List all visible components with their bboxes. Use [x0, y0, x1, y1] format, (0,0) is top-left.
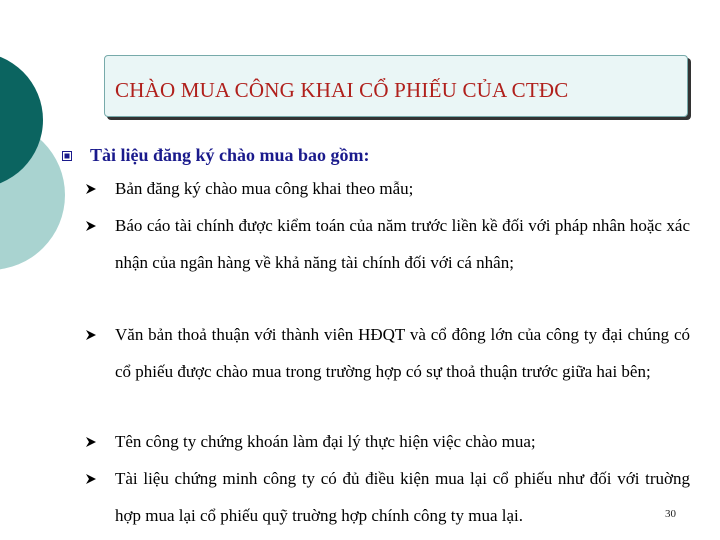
item-text: Bản đăng ký chào mua công khai theo mẫu;: [115, 179, 414, 198]
arrow-bullet-icon: [85, 183, 97, 195]
page-number: 30: [665, 508, 676, 520]
arrow-bullet-icon: [85, 329, 97, 341]
item-text: Báo cáo tài chính được kiểm toán của năm trước liền kề đối với pháp nhân hoặc xác nhận của ngân hàng về khả năng tài chính đối với cá nhân;: [115, 216, 690, 272]
list-item: [85, 207, 690, 281]
item-text: Tên công ty chứng khoán làm đại lý thực hiện việc chào mua;: [115, 432, 536, 451]
list-item: [85, 460, 690, 534]
list-item: [85, 316, 690, 390]
arrow-bullet-icon: [85, 473, 97, 485]
item-text: Tài liệu chứng minh công ty có đủ điều kiện mua lại cổ phiếu như đối với truờng hợp mua lại cổ phiếu quỹ truờng hợp chính công ty mua lại.: [115, 469, 690, 525]
square-bullet-icon: [62, 151, 72, 161]
arrow-bullet-icon: [85, 220, 97, 232]
slide-title: CHÀO MUA CÔNG KHAI CỔ PHIẾU CỦA CTĐC: [115, 78, 569, 102]
title-box: [104, 55, 688, 117]
arrow-bullet-icon: [85, 436, 97, 448]
decorative-circles: [0, 0, 80, 300]
list-item: [85, 423, 690, 460]
item-text: Văn bản thoả thuận với thành viên HĐQT và cổ đông lớn của công ty đại chúng có cổ phiếu được chào mua trong trường hợp có sự thoả thuận trước giữa hai bên;: [115, 325, 690, 381]
heading-text: Tài liệu đăng ký chào mua bao gồm:: [90, 145, 370, 165]
list-item: [85, 170, 690, 207]
